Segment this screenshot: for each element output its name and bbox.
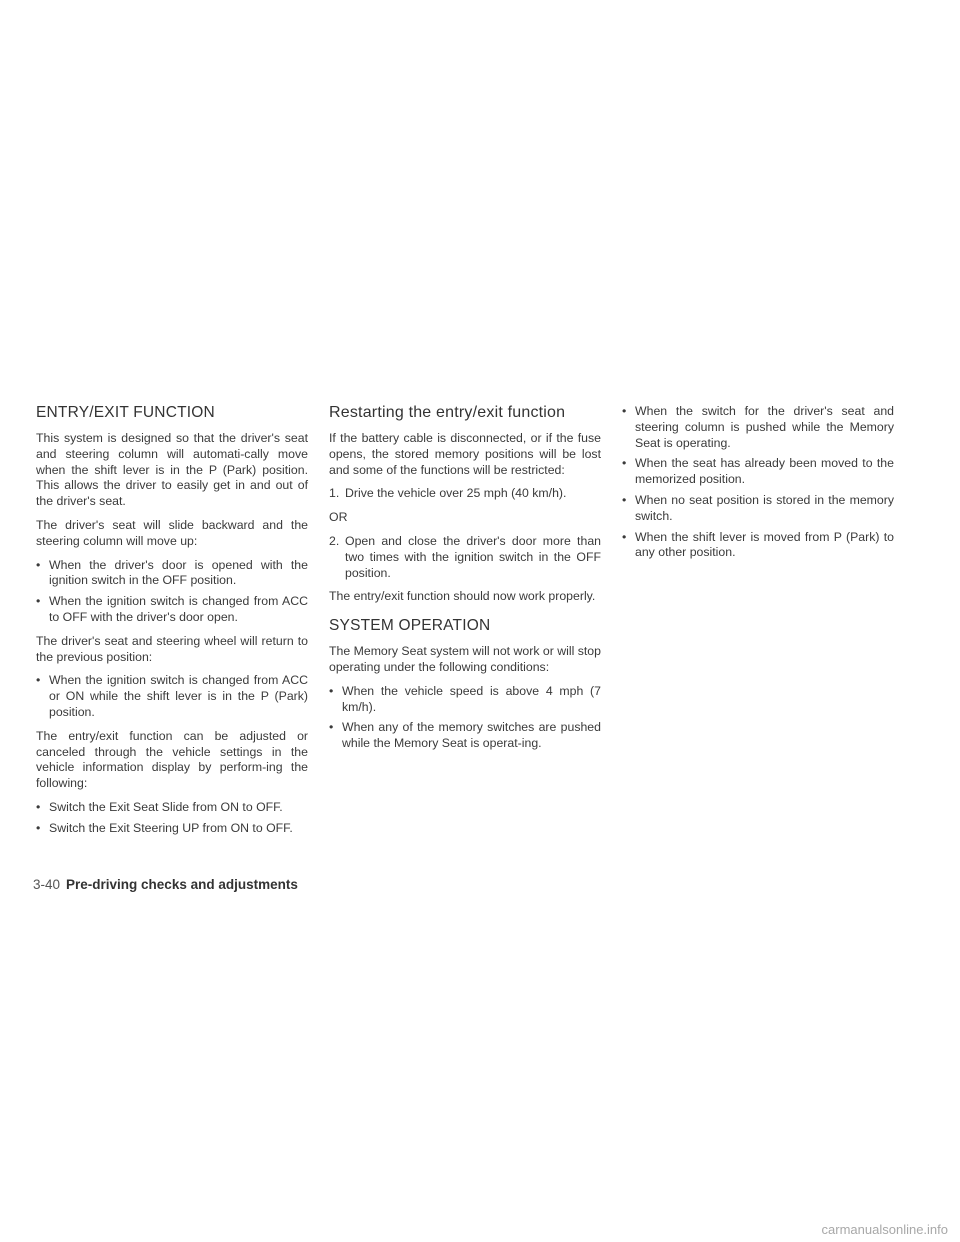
list-item: • Switch the Exit Steering UP from ON to OFF.: [36, 820, 293, 835]
heading-restarting-function: Restarting the entry/exit function: [329, 404, 566, 421]
bullet-icon: •: [36, 673, 41, 688]
step-list-first: [329, 486, 601, 502]
list-item: 1. Drive the vehicle over 25 mph (40 km/h).: [329, 486, 567, 501]
paragraph-slide-backward: The driver's seat will slide backward and the steering column will move up:: [36, 517, 308, 548]
bullet-icon: •: [36, 799, 41, 814]
bullet-list-stop-conditions: [329, 684, 601, 752]
bullet-icon: •: [329, 683, 334, 698]
step-number: 2.: [329, 533, 340, 548]
bullet-icon: •: [622, 404, 627, 418]
list-item: • When the seat has already been moved to the memorized position.: [622, 456, 894, 487]
bullet-icon: •: [36, 557, 41, 572]
section-title: Pre-driving checks and adjustments: [66, 877, 298, 892]
paragraph-battery-disconnect: If the battery cable is disconnected, or if the fuse opens, the stored memory positions will be lost and some of the functions will be restricted:: [329, 431, 601, 477]
bullet-list-slide-conditions: [36, 558, 308, 626]
column-right: [622, 404, 894, 569]
step-number: 1.: [329, 486, 340, 501]
list-item: • When any of the memory switches are pushed while the Memory Seat is operat-ing.: [329, 720, 601, 751]
column-left: [36, 404, 308, 845]
bullet-list-stop-conditions-continued: [622, 404, 894, 561]
list-item: 2. Open and close the driver's door more than two times with the ignition switch in the OFF position.: [329, 533, 601, 580]
bullet-list-return-conditions: [36, 673, 308, 720]
bullet-icon: •: [622, 456, 627, 471]
bullet-icon: •: [622, 492, 627, 507]
list-item: • When no seat position is stored in the memory switch.: [622, 492, 894, 523]
list-item: • When the driver's door is opened with the ignition switch in the OFF position.: [36, 557, 308, 588]
heading-system-operation: SYSTEM OPERATION: [329, 617, 491, 635]
list-item: • When the switch for the driver's seat and steering column is pushed while the Memory Seat is operating.: [622, 404, 894, 450]
page-footer: [33, 877, 298, 893]
paragraph-work-properly: The entry/exit function should now work properly.: [329, 589, 596, 604]
step-list-second: [329, 534, 601, 581]
list-item: • When the shift lever is moved from P (Park) to any other position.: [622, 529, 894, 560]
paragraph-intro: This system is designed so that the driver's seat and steering column will automati-cally move when the shift lever is in the P (Park) position. This allows the driver to easily get in and out of the driver's seat.: [36, 431, 308, 509]
paragraph-or: OR: [329, 510, 348, 525]
watermark: carmanualsonline.info: [821, 1222, 948, 1237]
list-item: • Switch the Exit Seat Slide from ON to OFF.: [36, 799, 283, 814]
paragraph-memory-seat-conditions: The Memory Seat system will not work or will stop operating under the following conditions:: [329, 644, 601, 674]
bullet-list-settings: [36, 800, 308, 837]
column-middle: [329, 404, 601, 760]
list-item: • When the ignition switch is changed from ACC or ON while the shift lever is in the P (Park) position.: [36, 673, 308, 719]
heading-entry-exit-function: ENTRY/EXIT FUNCTION: [36, 404, 215, 421]
page-number: 3-40: [33, 877, 61, 892]
list-item: • When the ignition switch is changed from ACC to OFF with the driver's door open.: [36, 594, 308, 624]
paragraph-return-position: The driver's seat and steering wheel will return to the previous position:: [36, 633, 308, 664]
bullet-icon: •: [329, 720, 334, 735]
list-item: • When the vehicle speed is above 4 mph (7 km/h).: [329, 683, 601, 714]
bullet-icon: •: [622, 529, 627, 544]
bullet-icon: •: [36, 820, 41, 835]
bullet-icon: •: [36, 594, 41, 609]
paragraph-adjust-cancel: The entry/exit function can be adjusted or canceled through the vehicle settings in the vehicle information display by perform-ing the following:: [36, 728, 308, 791]
